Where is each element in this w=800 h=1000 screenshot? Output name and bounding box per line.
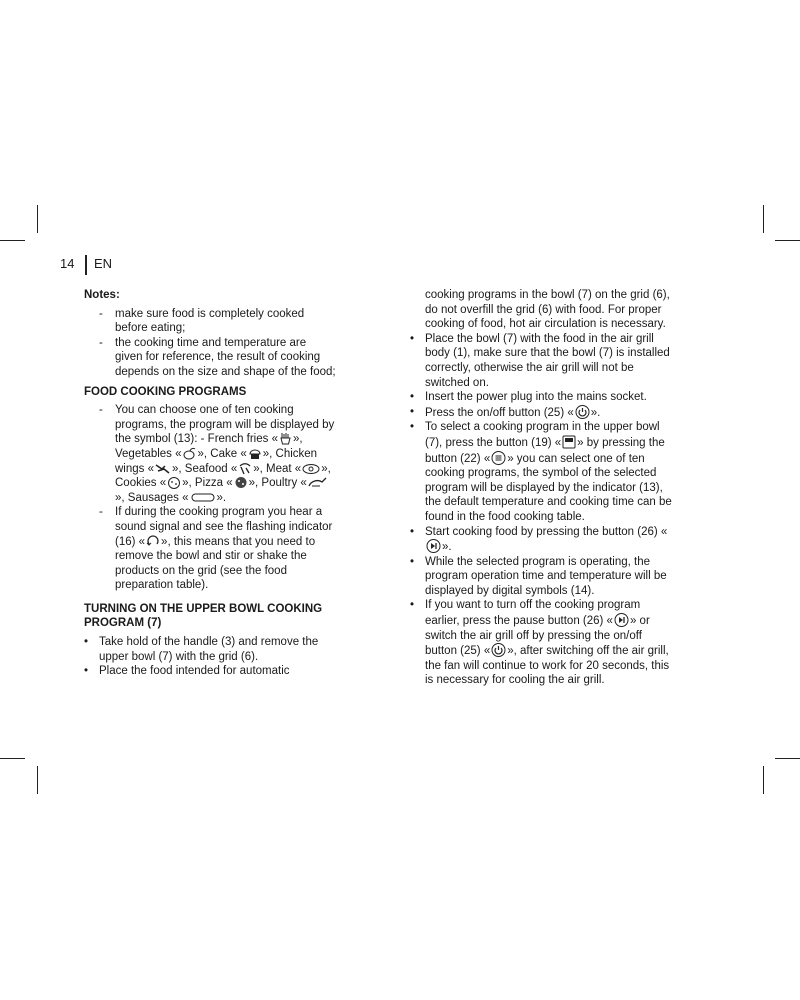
crop-mark (775, 240, 800, 241)
list-item: • If you want to turn off the cooking program earlier, press the pause button (26) « » or switch the air grill off by pressing the on/off button (25) « », after switching off the air grill, the fan will continue to work for 20 seconds, this is necessary for cooling the air grill. (410, 598, 672, 688)
power-icon (491, 643, 506, 657)
right-steps-list (410, 332, 672, 688)
list-item: • Take hold of the handle (3) and remove the upper bowl (7) with the grid (6). (84, 635, 336, 664)
poultry-icon (308, 476, 328, 489)
crop-mark (37, 766, 38, 794)
list-item: • To select a cooking program in the upper bowl (7), press the button (19) « » by pressing the button (22) « » you can select one of ten cooking programs, the symbol of the selected program will be displayed by the indicator (13), the default temperature and cooking time can be found in the food cooking table. (410, 420, 672, 524)
list-item: - You can choose one of ten cooking programs, the program will be displayed by the symbol (13): - French fries « », Vegetables « », Cake « », Chicken wings « », Seafood « », Meat « », Cookies « », Pizza « », Poultry « », Sausages « ». (84, 403, 336, 505)
continuation-text: cooking programs in the bowl (7) on the grid (6), do not overfill the grid (6) with food. For proper cooking of food, hot air circulation is necessary. (425, 289, 670, 331)
crop-mark (0, 240, 25, 241)
notes-heading: Notes: (84, 289, 120, 301)
programs-list (84, 403, 336, 593)
right-column (410, 288, 672, 688)
menu-icon (491, 451, 506, 465)
play-pause-icon (426, 539, 441, 553)
sausages-icon (190, 491, 216, 504)
seafood-icon (238, 462, 252, 475)
crop-mark (763, 205, 764, 233)
upper-bowl-icon (562, 435, 576, 449)
page-number: 14 (60, 256, 75, 271)
list-item: • While the selected program is operating, the program operation time and temperature will be displayed by digital symbols (14). (410, 555, 672, 599)
section-heading: FOOD COOKING PROGRAMS (84, 385, 247, 398)
list-item: • Place the food intended for automatic (84, 664, 336, 679)
header-divider (85, 255, 87, 275)
crop-mark (0, 758, 25, 759)
list-item: - make sure food is completely cooked before eating; (84, 307, 336, 336)
list-item: - the cooking time and temperature are given for reference, the result of cooking depends on the size and shape of the food; (84, 336, 336, 380)
crop-mark (775, 758, 800, 759)
list-item: • Place the bowl (7) with the food in the air grill body (1), make sure that the bowl (7) is installed correctly, otherwise the air grill will not be switched on. (410, 332, 672, 390)
list-item: • Press the on/off button (25) « ». (410, 405, 672, 421)
power-icon (575, 405, 590, 419)
left-column (84, 288, 336, 679)
crop-mark (763, 766, 764, 794)
list-item: • Insert the power plug into the mains socket. (410, 390, 672, 405)
crop-mark (37, 205, 38, 233)
cake-icon (248, 447, 262, 460)
list-item: - If during the cooking program you hear a sound signal and see the flashing indicator (16) « », this means that you need to remove the bowl and stir or shake the products on the grid (see the food preparation table). (84, 505, 336, 593)
cookies-icon (167, 476, 181, 489)
upper-bowl-steps-list (84, 635, 336, 679)
language-code: EN (94, 256, 113, 271)
notes-list (84, 307, 336, 380)
section-heading: TURNING ON THE UPPER BOWL COOKING PROGRAM (7) (84, 602, 323, 630)
stir-shake-icon (146, 535, 160, 548)
play-pause-icon (614, 613, 629, 627)
french-fries-icon (279, 432, 292, 445)
vegetables-icon (183, 447, 197, 460)
pizza-icon (234, 476, 248, 489)
chicken-wings-icon (155, 462, 171, 475)
list-item: • Start cooking food by pressing the button (26) « ». (410, 525, 672, 555)
meat-icon (302, 462, 320, 475)
